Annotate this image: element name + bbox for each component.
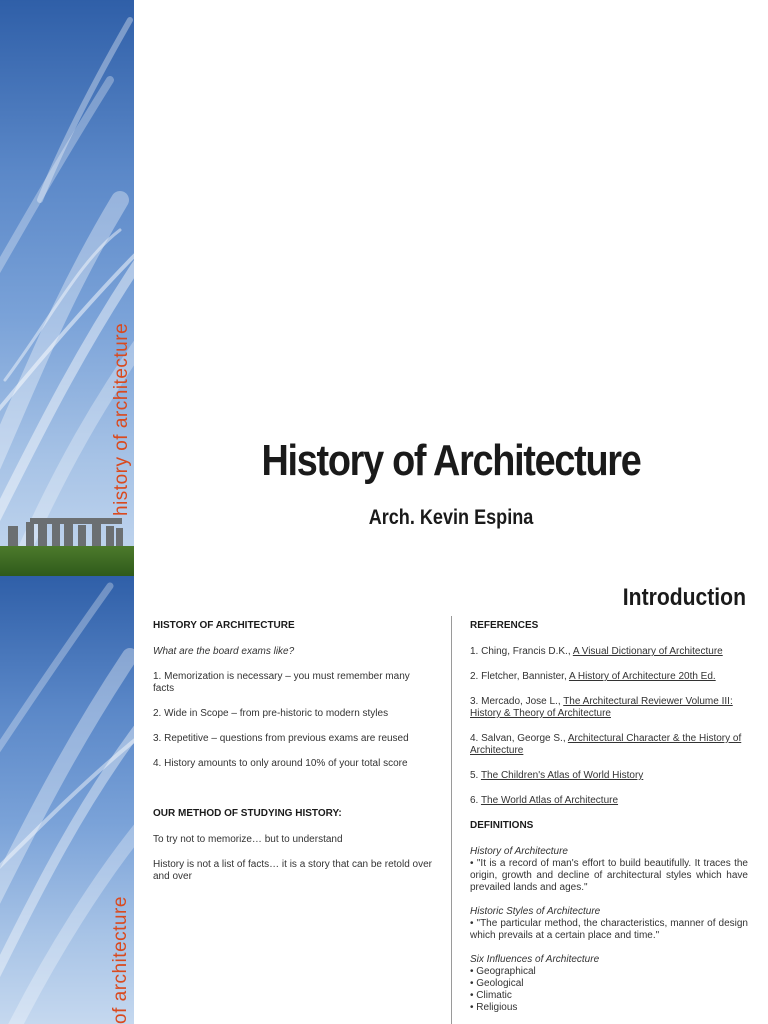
definition-title: History of Architecture: [470, 846, 568, 857]
introduction-slide: [0, 576, 768, 1024]
presentation-title: History of Architecture: [261, 436, 641, 485]
definitions-heading: DEFINITIONS: [470, 820, 534, 831]
reference-item: [470, 696, 748, 720]
definition-text: • "The particular method, the characteristics, manner of design which prevails at a certain place and time.": [470, 918, 748, 941]
left-column: [153, 620, 433, 896]
reference-author: 2. Fletcher, Bannister,: [470, 671, 569, 682]
influence-item: • Geographical: [470, 966, 536, 977]
definition-title: Historic Styles of Architecture: [470, 906, 601, 917]
references-heading: REFERENCES: [470, 620, 539, 631]
section-title: Introduction: [622, 584, 746, 611]
influences-title: Six Influences of Architecture: [470, 954, 600, 965]
grass-strip: [0, 546, 134, 576]
history-heading: HISTORY OF ARCHITECTURE: [153, 620, 295, 631]
list-item: 4. History amounts to only around 10% of your total score: [153, 758, 408, 769]
vertical-side-title: of architecture: [110, 896, 131, 1024]
reference-author: 3. Mercado, Jose L.,: [470, 696, 564, 707]
reference-title: A Visual Dictionary of Architecture: [572, 646, 723, 657]
reference-item: [470, 671, 748, 683]
vertical-side-title: history of architecture: [111, 322, 132, 516]
author-name: Arch. Kevin Espina: [368, 506, 534, 529]
board-exams-question: What are the board exams like?: [153, 646, 295, 657]
influence-item: • Climatic: [470, 990, 512, 1001]
reference-title: A History of Architecture 20th Ed.: [568, 671, 716, 682]
method-heading: OUR METHOD OF STUDYING HISTORY:: [153, 808, 342, 819]
reference-item: [470, 770, 748, 782]
influence-item: • Geological: [470, 978, 524, 989]
reference-number: 6.: [470, 795, 481, 806]
reference-title: Architectural Character & the History of Architecture: [470, 733, 742, 756]
method-line: To try not to memorize… but to understand: [153, 834, 343, 845]
definition-text: • "It is a record of man's effort to build beautifully. It traces the origin, growth and decline of architectural styles which have prevailed lands and ages.": [470, 858, 748, 893]
column-divider: [451, 616, 452, 1024]
method-line: History is not a list of facts… it is a story that can be retold over and over: [153, 859, 432, 882]
influence-item: • Religious: [470, 1002, 518, 1013]
reference-item: [470, 646, 748, 658]
list-item: 3. Repetitive – questions from previous exams are reused: [153, 733, 409, 744]
reference-number: 5.: [470, 770, 481, 781]
list-item: 1. Memorization is necessary – you must remember many facts: [153, 671, 410, 694]
list-item: 2. Wide in Scope – from pre-historic to modern styles: [153, 708, 389, 719]
reference-item: [470, 733, 748, 757]
reference-title: The Architectural Reviewer Volume III: History & Theory of Architecture: [470, 696, 733, 719]
reference-item: [470, 795, 748, 807]
right-column: [470, 620, 748, 1014]
reference-author: 4. Salvan, George S.,: [470, 733, 568, 744]
reference-author: 1. Ching, Francis D.K.,: [470, 646, 573, 657]
reference-title: The Children's Atlas of World History: [480, 770, 644, 781]
reference-title: The World Atlas of Architecture: [480, 795, 619, 806]
